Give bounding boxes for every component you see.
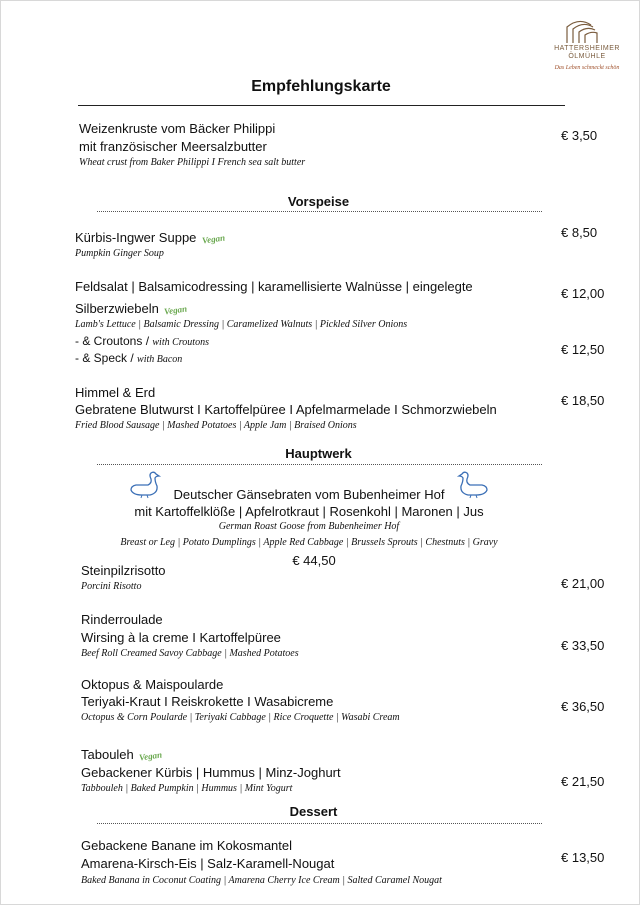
section-divider bbox=[97, 211, 542, 212]
dish-roulade-line2: Wirsing à la creme I Kartoffelpüree bbox=[81, 630, 281, 645]
dish-salat-line1: Feldsalat | Balsamicodressing | karamellisierte Walnüsse | eingelegte bbox=[75, 279, 473, 294]
logo bbox=[549, 15, 625, 75]
dish-risotto-name: Steinpilzrisotto bbox=[81, 563, 166, 578]
dish-himmel-line2: Gebratene Blutwurst I Kartoffelpüree I Apfelmarmelade I Schmorzwiebeln bbox=[75, 402, 497, 417]
dish-roulade-en: Beef Roll Creamed Savoy Cabbage | Mashed Potatoes bbox=[81, 648, 299, 659]
dish-salat-en: Lamb's Lettuce | Balsamic Dressing | Caramelized Walnuts | Pickled Silver Onions bbox=[75, 319, 408, 330]
logo-tagline: Das Leben schmeckt schön bbox=[554, 65, 620, 71]
vegan-badge: Vegan bbox=[201, 232, 226, 246]
dish-tabouleh-label: Tabouleh bbox=[81, 747, 134, 762]
addon-croutons-de: - & Croutons / bbox=[75, 334, 153, 348]
dish-banane-price: € 13,50 bbox=[561, 850, 605, 865]
logo-name-line2: ÖLMÜHLE bbox=[568, 53, 606, 60]
dish-oktopus-en: Octopus & Corn Poularde | Teriyaki Cabbage | Rice Croquette | Wasabi Cream bbox=[81, 712, 400, 723]
dish-gans-en1: German Roast Goose from Bubenheimer Hof bbox=[218, 521, 400, 532]
dish-salat-addon-croutons bbox=[75, 334, 209, 350]
section-divider bbox=[97, 823, 542, 824]
dish-himmel-name: Himmel & Erd bbox=[75, 385, 156, 400]
intro-price: € 3,50 bbox=[561, 128, 598, 143]
dish-tabouleh-line2: Gebackener Kürbis | Hummus | Minz-Joghurt bbox=[81, 765, 341, 780]
section-title-dessert: Dessert bbox=[289, 804, 338, 819]
dish-salat-label: Silberzwiebeln bbox=[75, 301, 159, 316]
dish-oktopus-line2: Teriyaki-Kraut I Reiskrokette I Wasabicreme bbox=[81, 694, 334, 709]
dish-roulade-price: € 33,50 bbox=[561, 638, 605, 653]
dish-tabouleh-en: Tabbouleh | Baked Pumpkin | Hummus | Mint Yogurt bbox=[81, 783, 293, 794]
dish-salat-line2 bbox=[75, 300, 187, 319]
dish-suppe-en: Pumpkin Ginger Soup bbox=[75, 248, 164, 259]
dish-tabouleh-name bbox=[81, 746, 162, 765]
dish-salat-addon-speck bbox=[75, 351, 182, 367]
dish-suppe-label: Kürbis-Ingwer Suppe bbox=[75, 230, 197, 245]
dish-gans-price: € 44,50 bbox=[292, 553, 336, 568]
addon-croutons-en: with Croutons bbox=[152, 337, 209, 348]
dish-gans-line2: mit Kartoffelklöße | Apfelrotkraut | Rosenkohl | Maronen | Jus bbox=[134, 504, 484, 519]
addon-speck-de: - & Speck / bbox=[75, 351, 138, 365]
intro-line1: Weizenkruste vom Bäcker Philippi bbox=[79, 121, 276, 136]
page-title: Empfehlungskarte bbox=[251, 78, 391, 95]
dish-himmel-en: Fried Blood Sausage | Mashed Potatoes | Apple Jam | Braised Onions bbox=[75, 420, 357, 431]
dish-risotto-price: € 21,00 bbox=[561, 576, 605, 591]
dish-himmel-price: € 18,50 bbox=[561, 393, 605, 408]
logo-name-line1: HATTERSHEIMER bbox=[554, 45, 620, 52]
vegan-badge: Vegan bbox=[163, 303, 189, 317]
dish-banane-line2: Amarena-Kirsch-Eis | Salz-Karamell-Nougat bbox=[81, 856, 335, 871]
logo-mark-icon bbox=[549, 15, 625, 45]
dish-risotto-en: Porcini Risotto bbox=[81, 581, 142, 592]
section-title-hauptwerk: Hauptwerk bbox=[285, 446, 352, 461]
dish-oktopus-price: € 36,50 bbox=[561, 699, 605, 714]
title-rule bbox=[78, 105, 565, 106]
addon-speck-en: with Bacon bbox=[137, 354, 183, 365]
dish-banane-en: Baked Banana in Coconut Coating | Amarena Cherry Ice Cream | Salted Caramel Nougat bbox=[81, 875, 442, 886]
vegan-badge: Vegan bbox=[138, 749, 164, 763]
dish-salat-price: € 12,00 bbox=[561, 286, 605, 301]
section-title-vorspeise: Vorspeise bbox=[287, 194, 350, 209]
intro-en: Wheat crust from Baker Philippi I French sea salt butter bbox=[79, 157, 306, 168]
dish-tabouleh-price: € 21,50 bbox=[561, 774, 605, 789]
dish-suppe-price: € 8,50 bbox=[561, 225, 598, 240]
section-divider bbox=[97, 464, 542, 465]
dish-gans-line1: Deutscher Gänsebraten vom Bubenheimer Hof bbox=[173, 487, 445, 502]
dish-banane-line1: Gebackene Banane im Kokosmantel bbox=[81, 838, 293, 853]
dish-gans-en2: Breast or Leg | Potato Dumplings | Apple Red Cabbage | Brussels Sprouts | Chestnuts | Gravy bbox=[120, 537, 498, 548]
dish-suppe-name bbox=[75, 229, 225, 248]
dish-oktopus-name: Oktopus & Maispoularde bbox=[81, 677, 224, 692]
dish-roulade-name: Rinderroulade bbox=[81, 612, 163, 627]
intro-line2: mit französischer Meersalzbutter bbox=[79, 139, 267, 154]
dish-salat-addon-price: € 12,50 bbox=[561, 342, 605, 357]
